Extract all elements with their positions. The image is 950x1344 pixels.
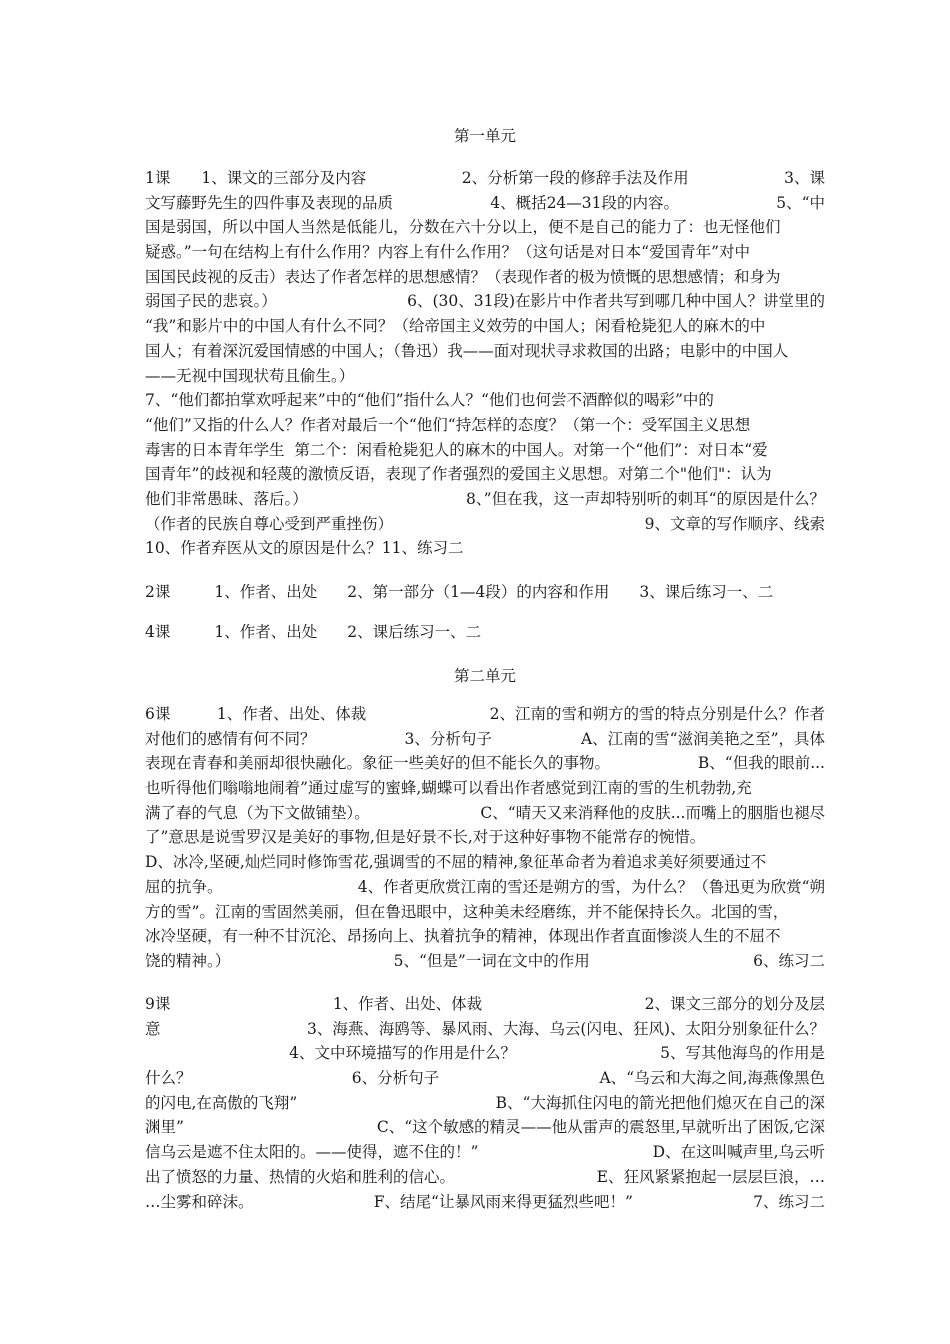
lesson1-line [145, 413, 825, 438]
lesson6-text: D、冰冷,坚硬,灿烂同时修饰雪花,强调雪的不屈的精神,象征革命者为着追求美好须要通过不 [145, 853, 767, 872]
lesson9-text: 5、写其他海鸟的作用是 [660, 1044, 825, 1063]
lesson1-line [145, 289, 825, 314]
lesson6-line [145, 727, 825, 752]
lesson2-item3: 3、课后练习一、二 [639, 583, 774, 601]
lesson6-text: 6课 1、作者、出处、体裁 [145, 705, 367, 723]
lesson9-line [145, 1091, 825, 1116]
lesson2-number: 2课 [145, 583, 171, 601]
lesson9-line [145, 1017, 825, 1042]
lesson9-text: C、“这个敏感的精灵——他从雷声的震怒里,早就听出了困饭,它深 [376, 1118, 825, 1137]
lesson9-line [145, 1165, 825, 1190]
lesson1-text: 他们非常愚昧、落后。） [145, 489, 308, 508]
lesson9-text: 的闪电,在高傲的飞翔” [145, 1093, 298, 1112]
lesson1-text: 9、文章的写作顺序、线索 [644, 514, 825, 533]
lesson6-line [145, 875, 825, 900]
lesson9-text: 6、分析句子 [351, 1069, 440, 1088]
lesson6-line [145, 801, 825, 826]
lesson4-line [145, 620, 825, 645]
lesson1-text: 8、”但在我，这一声却特别听的刺耳“的原因是什么？ [466, 489, 825, 508]
lesson2-line [145, 580, 825, 605]
lesson9-line [145, 1115, 825, 1140]
lesson9-text: 2、课文三部分的划分及层 [644, 995, 825, 1013]
lesson1-text: 1课 1、课文的三部分及内容 [145, 169, 367, 187]
lesson6-text: 冰冷坚硬，有一种不甘沉沦、昂扬向上、执着抗争的精神，体现出作者直面惨淡人生的不屈不 [145, 927, 781, 946]
lesson1-text: ——无视中国现状苟且偷生。） [145, 366, 355, 385]
lesson1-text: 5、“中 [776, 193, 825, 212]
lesson6-text: 6、练习二 [753, 951, 825, 970]
lesson1-text: 国是弱国，所以中国人当然是低能儿，分数在六十分以上，便不是自己的能力了：也无怪他们 [145, 218, 781, 237]
lesson6-text: 屈的抗争。 [145, 877, 223, 896]
lesson1-text: “我”和影片中的中国人有什么不同？（给帝国主义效劳的中国人；闲看枪毙犯人的麻木的中 [145, 317, 766, 336]
lesson9-line [145, 1041, 825, 1066]
lesson9-line [145, 1190, 825, 1215]
lesson1-text: 6、(30、31段)在影片中作者共写到哪几种中国人？讲堂里的 [407, 292, 825, 311]
lesson1-line [145, 265, 825, 290]
lesson1-line [145, 166, 825, 191]
lesson6-text: 3、分析句子 [404, 729, 492, 748]
lesson4-item1: 1、作者、出处 [214, 623, 318, 641]
lesson6-block [145, 702, 825, 974]
lesson9-text: A、“乌云和大海之间,海燕像黑色 [599, 1069, 825, 1088]
lesson9-text: B、“大海抓住闪电的箭光把他们熄灭在自己的深 [495, 1093, 825, 1112]
lesson6-text: 了”意思是说雪罗汉是美好的事物,但是好景不长,对于这种好事物不能常存的惋惜。 [145, 828, 706, 847]
lesson1-text: 弱国子民的悲哀。） [145, 292, 277, 311]
lesson1-line [145, 364, 825, 389]
lesson6-text: 5、“但是”一词在文中的作用 [393, 951, 590, 970]
lesson9-text: 什么？ [145, 1069, 192, 1088]
lesson6-text: 方的雪”。江南的雪固然美丽，但在鲁迅眼中，这种美未经磨练，并不能保持长久。北国的雪， [145, 902, 789, 921]
lesson1-line [145, 438, 825, 463]
lesson9-text: 出了愤怒的力量、热情的火焰和胜利的信心。 [145, 1167, 456, 1186]
lesson1-line [145, 462, 825, 487]
lesson6-text: 对他们的感情有何不同？ [145, 729, 316, 748]
lesson1-line [145, 536, 825, 561]
lesson2-item2: 2、第一部分（1—4段）的内容和作用 [347, 583, 610, 601]
lesson9-line [145, 1066, 825, 1091]
lesson6-line [145, 702, 825, 727]
lesson6-text: 饶的精神。） [145, 951, 231, 970]
lesson1-block [145, 166, 825, 561]
lesson9-text: 7、练习二 [753, 1192, 825, 1211]
lesson9-text: 4、文中环境描写的作用是什么？ [289, 1044, 516, 1063]
lesson1-text: 2、分析第一段的修辞手法及作用 [461, 169, 689, 187]
lesson6-text: A、江南的雪“滋润美艳之至”，具体 [580, 729, 825, 748]
lesson9-text: 渊里” [145, 1118, 184, 1137]
lesson9-block [145, 992, 825, 1214]
lesson6-line [145, 949, 825, 974]
lesson1-line [145, 339, 825, 364]
lesson4-number: 4课 [145, 623, 171, 641]
lesson1-text: （作者的民族自尊心受到严重挫伤） [145, 514, 394, 533]
lesson1-text: 毒害的日本青年学生 第二个：闲看枪毙犯人的麻木的中国人。对第一个“他们”：对日本“爱 [145, 440, 768, 459]
lesson1-line [145, 487, 825, 512]
lesson9-text: 1、作者、出处、体裁 [332, 995, 483, 1013]
lesson1-line [145, 314, 825, 339]
lesson1-text: 疑惑。”一句在结构上有什么作用？内容上有什么作用？（这句话是对日本“爱国青年”对中 [145, 243, 751, 262]
lesson1-text: 国青年”的歧视和轻蔑的激愤反语，表现了作者强烈的爱国主义思想。对第二个"他们"：认为 [145, 465, 772, 484]
lesson9-text: F、结尾“让暴风雨来得更猛烈些吧！” [373, 1192, 633, 1211]
lesson9-text: …尘雾和碎沫。 [145, 1192, 254, 1211]
lesson2-block [145, 580, 825, 605]
lesson1-line [145, 388, 825, 413]
lesson9-line [145, 992, 825, 1017]
lesson1-text: 国人；有着深沉爱国情感的中国人；（鲁迅）我——面对现状寻求救国的出路；电影中的中国人 [145, 341, 789, 360]
lesson6-line [145, 825, 825, 850]
lesson2-item1: 1、作者、出处 [214, 583, 318, 601]
lesson6-text: 表现在青春和美丽却很快融化。象征一些美好的但不能长久的事物。 [145, 754, 611, 773]
lesson6-text: C、“晴天又来消释他的皮肤...而嘴上的胭脂也褪尽 [480, 803, 825, 822]
lesson4-block [145, 620, 825, 645]
lesson6-text: 2、江南的雪和朔方的雪的特点分别是什么？作者 [489, 705, 825, 723]
unit1-title: 第一单元 [453, 127, 516, 145]
lesson9-text: 3、海燕、海鸥等、暴风雨、大海、乌云(闪电、狂风)、太阳分别象征什么？ [307, 1019, 825, 1038]
lesson6-line [145, 776, 825, 801]
lesson6-text: 也听得他们嗡嗡地闹着”通过虚写的蜜蜂,蝴蝶可以看出作者感觉到江南的雪的生机勃勃,充 [145, 779, 752, 798]
lesson9-text: D、在这叫喊声里,乌云听 [652, 1143, 825, 1162]
lesson9-text: 信乌云是遮不住太阳的。——使得，遮不住的！” [145, 1143, 479, 1162]
lesson6-text: 满了春的气息（为下文做铺垫）。 [145, 803, 370, 822]
lesson1-text: 3、课 [784, 169, 825, 187]
lesson6-text: 4、作者更欣赏江南的雪还是朔方的雪，为什么？（鲁迅更为欣赏“朔 [357, 877, 825, 896]
lesson1-text: “他们”又指的什么人？作者对最后一个“他们“持怎样的态度？（第一个：受军国主义思想 [145, 415, 751, 434]
lesson9-text: 意 [145, 1019, 161, 1038]
lesson4-item2: 2、课后练习一、二 [347, 623, 482, 641]
lesson6-line [145, 924, 825, 949]
lesson1-line [145, 191, 825, 216]
unit2-title: 第二单元 [453, 667, 516, 685]
lesson1-text: 文写藤野先生的四件事及表现的品质 [145, 193, 394, 212]
lesson1-line [145, 215, 825, 240]
lesson9-text: E、狂风紧紧抱起一层层巨浪，… [596, 1167, 825, 1186]
lesson1-text: 10、作者弃医从文的原因是什么？11、练习二 [145, 539, 464, 558]
lesson1-text: 4、概括24—31段的内容。 [490, 193, 680, 212]
lesson9-line [145, 1140, 825, 1165]
lesson1-line [145, 512, 825, 537]
lesson1-text: 7、“他们都拍掌欢呼起来”中的“他们”指什么人？“他们也何尝不酒醉似的喝彩”中的 [145, 391, 714, 410]
lesson6-text: B、“但我的眼前... [697, 754, 825, 773]
lesson6-line [145, 751, 825, 776]
lesson1-text: 国国民歧视的反击）表达了作者怎样的思想感情？（表现作者的极为愤慨的思想感情；和身为 [145, 267, 781, 286]
lesson6-line [145, 900, 825, 925]
lesson9-text: 9课 [145, 995, 171, 1013]
lesson6-line [145, 850, 825, 875]
lesson1-line [145, 240, 825, 265]
